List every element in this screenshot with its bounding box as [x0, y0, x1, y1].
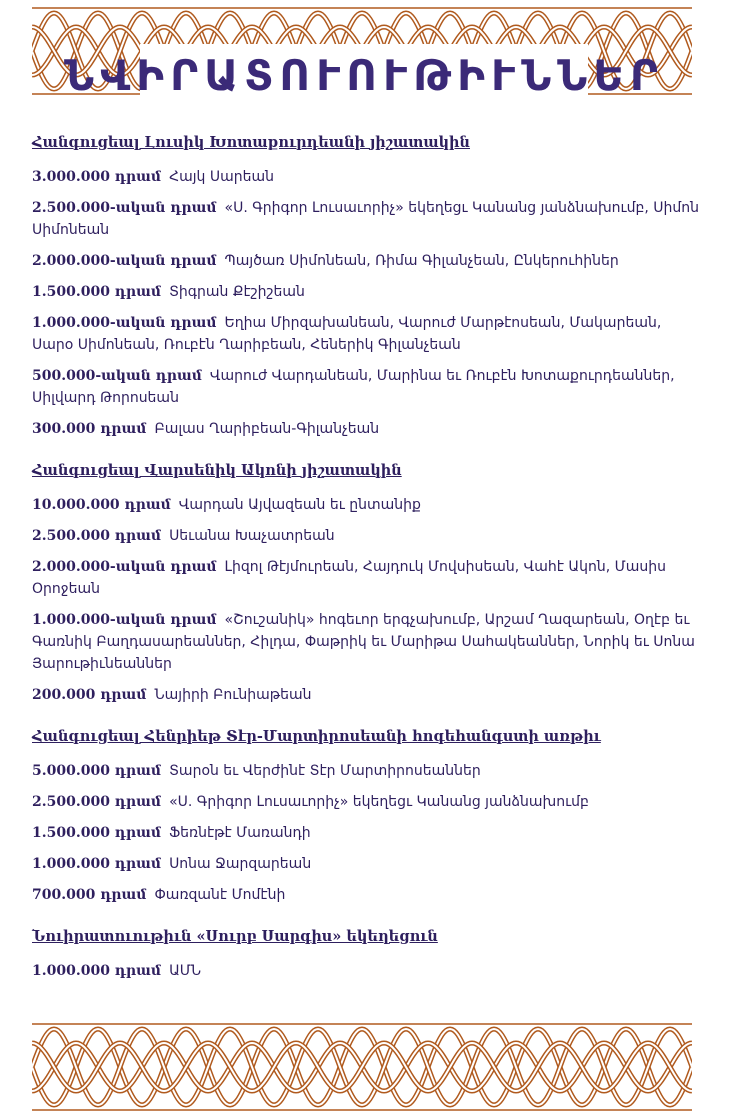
page-title: ՆՎԻՐԱՏՈՒՈՒԹԻՒՆՆԵՐ — [64, 50, 664, 100]
donor-names: Պայծառ Սիմոնեան, Ռիմա Գիլանչեան, Ընկերուհիներ — [224, 253, 619, 269]
donation-amount: 2.500.000 դրամ — [32, 794, 162, 810]
donation-amount: 1.000.000 դրամ — [32, 963, 162, 979]
donation-section — [32, 460, 702, 706]
donor-names: Փառզանէ Մոմէնի — [154, 887, 286, 903]
donor-names: Տիգրան Քէշիշեան — [169, 284, 305, 300]
donation-row — [32, 166, 702, 188]
section-heading: Նուիրատուութիւն «Սուրբ Սարգիս» եկեղեցուն — [32, 928, 438, 945]
donation-row — [32, 281, 702, 303]
donor-names: «Ս. Գրիգոր Լուսաւորիչ» եկեղեցւ Կանանց յանձնախումբ, Սիմոն Սիմոնեան — [32, 200, 700, 238]
donation-amount: 2.500.000-ական դրամ — [32, 200, 217, 216]
donor-names: Վարուժ Վարդանեան, Մարինա եւ Ռուբէն Խոտաքուրդեաններ, Սիլվարդ Թորոսեան — [32, 368, 675, 406]
donation-amount: 1.000.000 դրամ — [32, 856, 162, 872]
donation-row — [32, 853, 702, 875]
ornamental-border-bottom — [32, 1022, 692, 1112]
section-heading: Հանգուցեալ Վարսենիկ Ակոնի յիշատակին — [32, 462, 402, 479]
donor-names: «Ս. Գրիգոր Լուսաւորիչ» եկեղեցւ Կանանց յանձնախումբ — [169, 794, 589, 810]
donation-amount: 300.000 դրամ — [32, 421, 147, 437]
ornament-svg — [32, 1022, 692, 1112]
donation-row — [32, 609, 702, 675]
donation-section — [32, 726, 702, 906]
donation-row — [32, 365, 702, 409]
donation-section — [32, 132, 702, 440]
donation-amount: 2.500.000 դրամ — [32, 528, 162, 544]
donation-amount: 500.000-ական դրամ — [32, 368, 202, 384]
donation-row — [32, 250, 702, 272]
donor-names: ԱՄՆ — [169, 963, 202, 979]
title-box — [64, 44, 664, 106]
donation-row — [32, 556, 702, 600]
donation-row — [32, 960, 702, 982]
donations-list — [32, 132, 702, 1002]
donation-amount: 1.500.000 դրամ — [32, 825, 162, 841]
donor-names: Բալաս Ղարիբեան-Գիլանչեան — [154, 421, 380, 437]
donation-amount: 1.500.000 դրամ — [32, 284, 162, 300]
donor-names: Եղիա Միրզախանեան, Վարուժ Մարթէոսեան, Մակարեան, Սարօ Սիմոնեան, Ռուբէն Ղարիբեան, Հեներիկ Գիլանչեան — [32, 315, 662, 353]
donation-amount: 3.000.000 դրամ — [32, 169, 162, 185]
donor-names: Սոնա Ջարզարեան — [169, 856, 312, 872]
donation-amount: 200.000 դրամ — [32, 687, 147, 703]
donor-names: Նայիրի Բունիաթեան — [154, 687, 312, 703]
donation-row — [32, 525, 702, 547]
donation-amount: 10.000.000 դրամ — [32, 497, 171, 513]
donor-names: Վարդան Այվազեան եւ ընտանիք — [178, 497, 421, 513]
donation-amount: 1.000.000-ական դրամ — [32, 315, 217, 331]
donation-row — [32, 884, 702, 906]
donor-names: Լիզոլ Թէյմուրեան, Հայդուկ Մովսիսեան, Վահէ Ակոն, Մասիս Օրոջեան — [32, 559, 666, 597]
donation-row — [32, 822, 702, 844]
donation-section — [32, 926, 702, 982]
donor-names: Ֆեռնէթէ Մառանդի — [169, 825, 311, 841]
donation-row — [32, 684, 702, 706]
donation-amount: 2.000.000-ական դրամ — [32, 253, 217, 269]
donor-names: «Շուշանիկ» հոգեւոր երգչախումբ, Արշամ Ղազարեան, Օղէբ եւ Գառնիկ Բաղդասարեաններ, Հիլդա, Փաթրիկ եւ Մարիթա Սահակեաններ, Նորիկ եւ Սոնա Յարութիւնեաններ — [32, 612, 695, 672]
donation-row — [32, 791, 702, 813]
donation-amount: 2.000.000-ական դրամ — [32, 559, 217, 575]
donation-row — [32, 760, 702, 782]
donation-row — [32, 418, 702, 440]
donation-row — [32, 197, 702, 241]
donation-amount: 1.000.000-ական դրամ — [32, 612, 217, 628]
donor-names: Սեւանա Խաչատրեան — [169, 528, 335, 544]
donor-names: Տարօն եւ Վերժինէ Տէր Մարտիրոսեաններ — [169, 763, 481, 779]
donation-row — [32, 494, 702, 516]
donor-names: Հայկ Սարեան — [169, 169, 274, 185]
section-heading: Հանգուցեալ Հենրիեթ Տէր-Մարտիրոսեանի հոգեհանգստի առթիւ — [32, 728, 601, 745]
section-heading: Հանգուցեալ Լուսիկ Խոտաքուրդեանի յիշատակին — [32, 134, 470, 151]
donation-amount: 700.000 դրամ — [32, 887, 147, 903]
donation-amount: 5.000.000 դրամ — [32, 763, 162, 779]
donation-row — [32, 312, 702, 356]
